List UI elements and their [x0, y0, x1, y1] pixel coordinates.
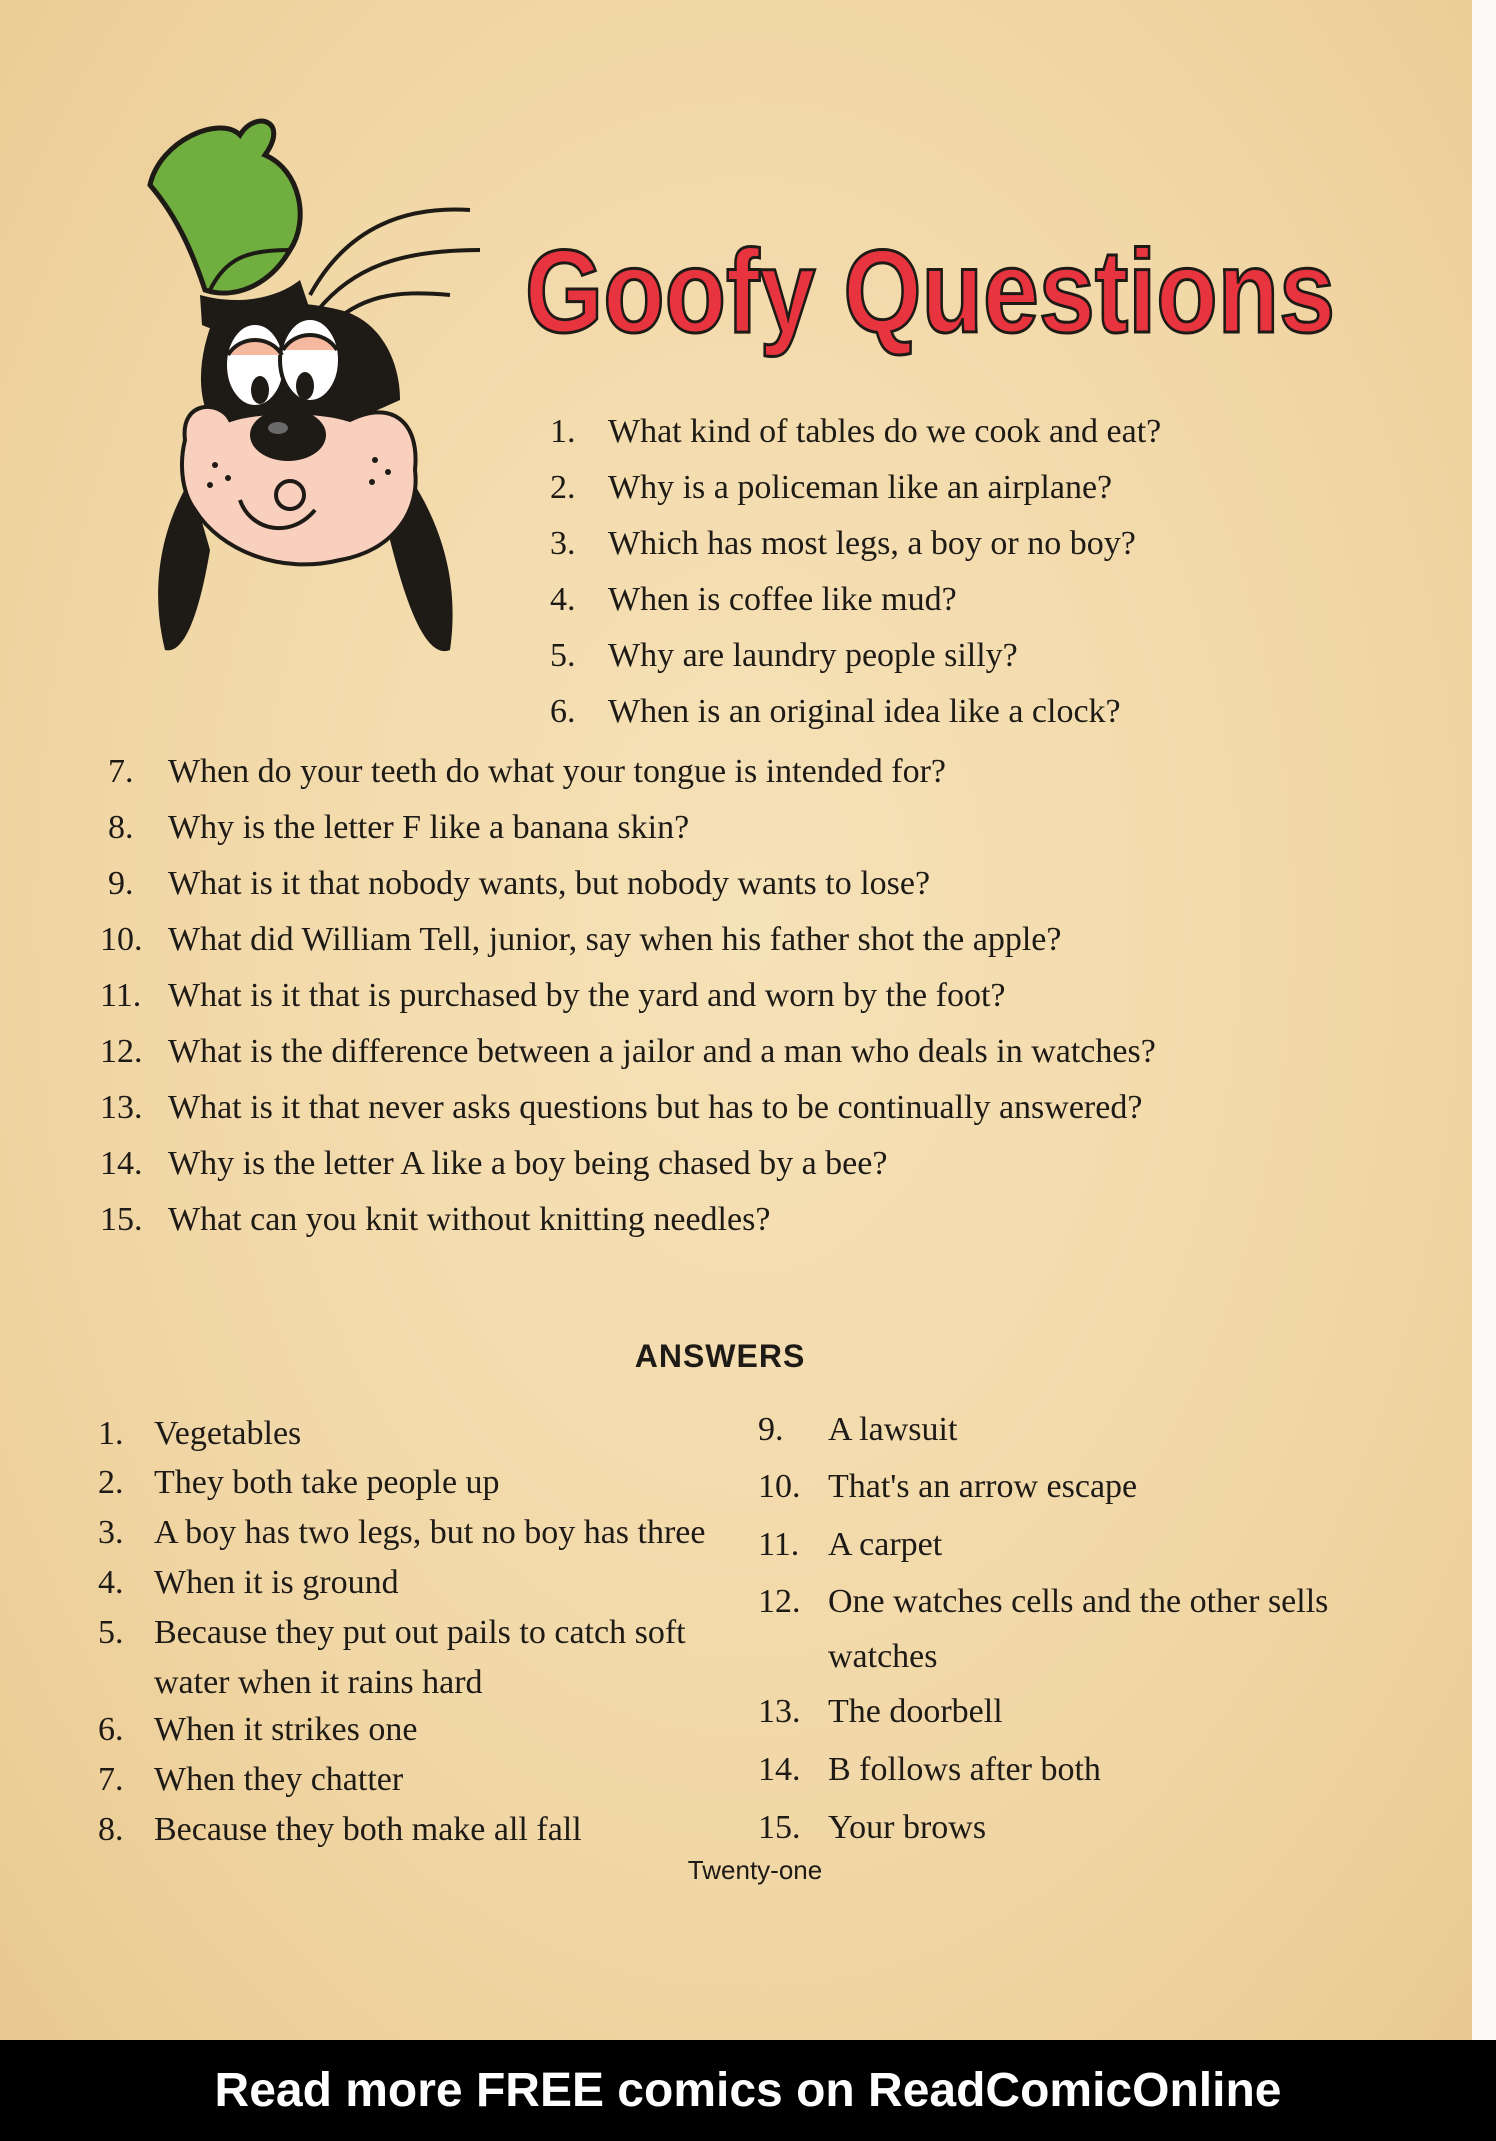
- answer-number: 15.: [758, 1809, 801, 1846]
- answer-number: 1.: [98, 1415, 124, 1452]
- question-number: 11.: [100, 977, 142, 1014]
- page-number: Twenty-one: [687, 1855, 823, 1885]
- question-number: 1.: [550, 413, 576, 450]
- answer-text: Your brows: [828, 1809, 987, 1846]
- question-number: 5.: [550, 637, 576, 674]
- question-number: 9.: [108, 865, 134, 902]
- answer-text-continued: water when it rains hard: [154, 1664, 483, 1701]
- question-text: What is it that nobody wants, but nobody wants to lose?: [168, 865, 931, 902]
- answer-text-continued: watches: [828, 1638, 938, 1675]
- answer-text: A boy has two legs, but no boy has three: [154, 1514, 706, 1551]
- title-text: Goofy Questions: [525, 226, 1335, 358]
- answer-number: 3.: [98, 1514, 124, 1551]
- answer-text: That's an arrow escape: [828, 1468, 1138, 1505]
- answer-number: 10.: [758, 1468, 801, 1505]
- answer-number: 14.: [758, 1751, 801, 1788]
- answer-text: One watches cells and the other sells: [828, 1583, 1329, 1620]
- question-text: Which has most legs, a boy or no boy?: [608, 525, 1136, 562]
- answer-text: When they chatter: [154, 1761, 404, 1798]
- answer-text: A carpet: [828, 1526, 943, 1563]
- answer-text: The doorbell: [828, 1693, 1003, 1730]
- page-edge: [1472, 0, 1496, 2040]
- question-text: What can you knit without knitting needles?: [168, 1201, 771, 1238]
- answer-text: Vegetables: [154, 1415, 302, 1452]
- answer-number: 13.: [758, 1693, 801, 1730]
- answer-text: B follows after both: [828, 1751, 1101, 1788]
- answer-number: 6.: [98, 1711, 124, 1748]
- answer-number: 9.: [758, 1411, 784, 1448]
- question-number: 15.: [100, 1201, 143, 1238]
- question-number: 4.: [550, 581, 576, 618]
- question-text: What is the difference between a jailor and a man who deals in watches?: [168, 1033, 1156, 1070]
- question-number: 10.: [100, 921, 143, 958]
- answer-number: 7.: [98, 1761, 124, 1798]
- question-text: What is it that never asks questions but has to be continually answered?: [168, 1089, 1143, 1126]
- question-text: What did William Tell, junior, say when his father shot the apple?: [168, 921, 1062, 958]
- question-text: What is it that is purchased by the yard and worn by the foot?: [168, 977, 1006, 1014]
- answer-text: Because they both make all fall: [154, 1811, 582, 1848]
- question-number: 12.: [100, 1033, 143, 1070]
- question-text: When is an original idea like a clock?: [608, 693, 1121, 730]
- answer-number: 12.: [758, 1583, 801, 1620]
- title-heading: [525, 226, 1355, 362]
- question-number: 14.: [100, 1145, 143, 1182]
- question-text: Why is the letter F like a banana skin?: [168, 809, 690, 846]
- answer-text: Because they put out pails to catch soft: [154, 1614, 686, 1651]
- question-number: 13.: [100, 1089, 143, 1126]
- question-number: 8.: [108, 809, 134, 846]
- answer-text: A lawsuit: [828, 1411, 958, 1448]
- question-number: 2.: [550, 469, 576, 506]
- question-text: Why is the letter A like a boy being chased by a bee?: [168, 1145, 888, 1182]
- question-text: What kind of tables do we cook and eat?: [608, 413, 1162, 450]
- answer-number: 11.: [758, 1526, 800, 1563]
- answer-number: 8.: [98, 1811, 124, 1848]
- goofy-illustration: [140, 110, 500, 680]
- question-text: When is coffee like mud?: [608, 581, 957, 618]
- answer-text: When it is ground: [154, 1564, 399, 1601]
- answer-text: They both take people up: [154, 1464, 500, 1501]
- answer-number: 2.: [98, 1464, 124, 1501]
- answers-heading: ANSWERS: [634, 1338, 806, 1374]
- answer-number: 4.: [98, 1564, 124, 1601]
- question-number: 7.: [108, 753, 134, 790]
- question-number: 3.: [550, 525, 576, 562]
- promo-banner-link[interactable]: Read more FREE comics on ReadComicOnline: [0, 2040, 1496, 2141]
- goofy-nose: [250, 409, 326, 461]
- answer-number: 5.: [98, 1614, 124, 1651]
- question-text: Why is a policeman like an airplane?: [608, 469, 1113, 506]
- question-number: 6.: [550, 693, 576, 730]
- answer-text: When it strikes one: [154, 1711, 418, 1748]
- question-text: When do your teeth do what your tongue is intended for?: [168, 753, 947, 790]
- question-text: Why are laundry people silly?: [608, 637, 1018, 674]
- goofy-hat: [150, 121, 310, 333]
